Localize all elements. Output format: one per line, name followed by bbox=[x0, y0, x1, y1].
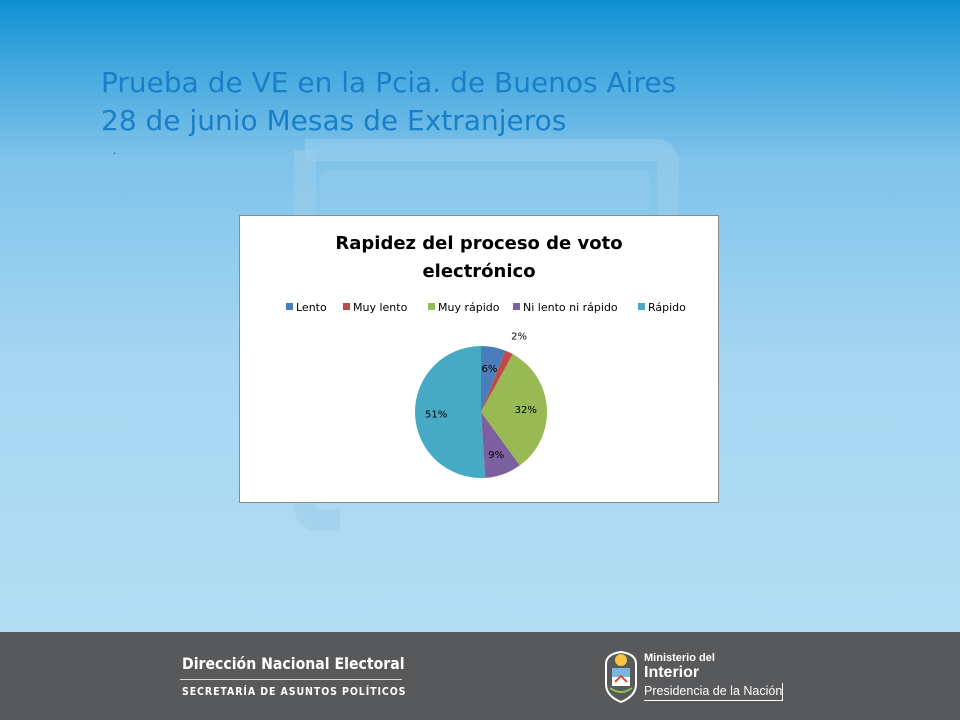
slide-title-line2: 28 de junio Mesas de Extranjeros bbox=[101, 104, 567, 137]
ministry-vertical-rule bbox=[782, 683, 783, 701]
ministry-line1: Ministerio del bbox=[644, 652, 715, 664]
legend-swatch-4 bbox=[638, 303, 645, 310]
legend-swatch-0 bbox=[286, 303, 293, 310]
footer-bar bbox=[0, 632, 960, 720]
org-name: Dirección Nacional Electoral bbox=[182, 654, 405, 673]
chart-title-line2: electrónico bbox=[422, 261, 536, 282]
ministry-line2: Interior bbox=[644, 664, 700, 681]
pie-label-1: 2% bbox=[511, 331, 527, 343]
org-divider bbox=[180, 679, 402, 680]
legend-label-4: Rápido bbox=[648, 301, 686, 314]
legend-swatch-1 bbox=[343, 303, 350, 310]
legend-swatch-2 bbox=[428, 303, 435, 310]
legend-label-0: Lento bbox=[296, 301, 327, 314]
bullet-dot: . bbox=[113, 146, 117, 157]
pie-label-3: 9% bbox=[488, 450, 505, 462]
ministry-line3: Presidencia de la Nación bbox=[644, 684, 783, 698]
pie-chart-svg bbox=[240, 216, 718, 502]
chart-title-line1: Rapidez del proceso de voto bbox=[335, 233, 623, 254]
org-subtitle: SECRETARÍA DE ASUNTOS POLÍTICOS bbox=[182, 686, 407, 698]
slide-title-line1: Prueba de VE en la Pcia. de Buenos Aires bbox=[101, 66, 677, 99]
pie-label-0: 6% bbox=[481, 363, 498, 375]
chart-legend bbox=[286, 301, 686, 314]
legend-label-3: Ni lento ni rápido bbox=[523, 301, 618, 314]
argentina-coat-of-arms-icon bbox=[602, 648, 640, 704]
pie-label-4: 51% bbox=[425, 409, 448, 421]
legend-swatch-3 bbox=[513, 303, 520, 310]
pie-label-2: 32% bbox=[514, 405, 537, 417]
legend-label-1: Muy lento bbox=[353, 301, 408, 314]
pie-chart bbox=[239, 215, 719, 503]
legend-label-2: Muy rápido bbox=[438, 301, 500, 314]
ministry-underline bbox=[644, 700, 782, 701]
